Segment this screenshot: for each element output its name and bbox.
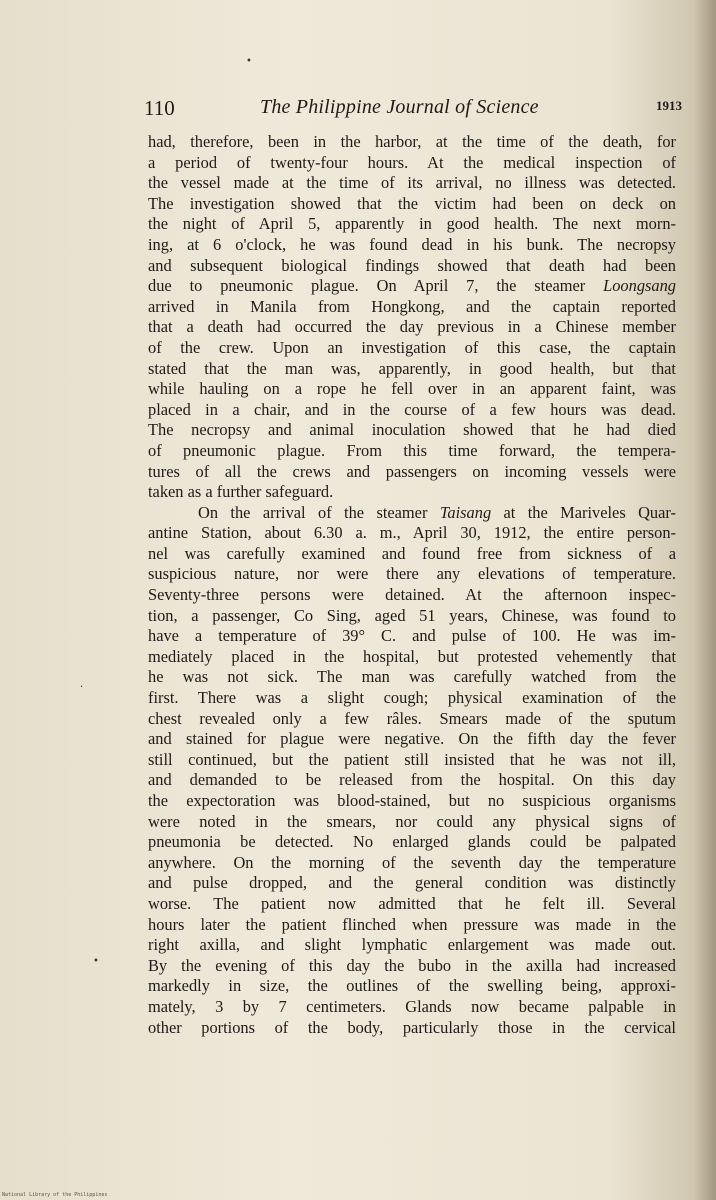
text-line: of pneumonic plague. From this time forward, the tempera- — [148, 440, 676, 460]
text-line: taken as a further safeguard. — [148, 482, 334, 502]
text-line: The necropsy and animal inoculation showed that he had died — [148, 420, 676, 440]
text-line: placed in a chair, and in the course of a few hours was dead. — [148, 399, 676, 419]
running-header — [144, 96, 682, 124]
text-line: due to pneumonic plague. On April 7, the steamer Loongsang — [148, 276, 676, 296]
text-line: By the evening of this day the bubo in the axilla had increased — [148, 955, 676, 975]
text-line: nel was carefully examined and found free from sickness of a — [148, 543, 676, 563]
text-line: and pulse dropped, and the general condition was distinctly — [148, 873, 676, 893]
text-line: and demanded to be released from the hospital. On this day — [148, 770, 676, 790]
text-line: first. There was a slight cough; physical examination of the — [148, 688, 676, 708]
text-line: The investigation showed that the victim had been on deck on — [148, 193, 676, 213]
page-number: 110 — [144, 96, 175, 120]
text-line: he was not sick. The man was carefully watched from the — [148, 667, 676, 687]
text-line: and subsequent biological findings showed that death had been — [148, 255, 676, 275]
ink-speck: • — [93, 956, 99, 967]
text-line: the expectoration was blood-stained, but no suspicious organisms — [148, 791, 676, 810]
text-line: the vessel made at the time of its arrival, no illness was detected. — [148, 173, 676, 193]
text-line: suspicious nature, nor were there any elevations of temperature. — [148, 564, 676, 584]
text-line: markedly in size, the outlines of the swelling being, approxi- — [148, 976, 676, 996]
text-line: On the arrival of the steamer Taisang at the Mariveles Quar- — [198, 502, 676, 522]
text-line: still continued, but the patient still insisted that he was not ill, — [148, 749, 676, 769]
journal-title: The Philippine Journal of Science — [260, 96, 539, 118]
text-line: arrived in Manila from Hongkong, and the captain reported — [148, 296, 676, 316]
page-edge-shadow — [694, 0, 716, 1200]
text-line: anywhere. On the morning of the seventh day the temperature — [148, 852, 676, 872]
text-line: have a temperature of 39° C. and pulse of 100. He was im- — [148, 626, 676, 646]
text-line: a period of twenty-four hours. At the medical inspection of — [148, 152, 676, 172]
ink-speck: · — [80, 682, 84, 693]
text-line: that a death had occurred the day previous in a Chinese member — [148, 317, 676, 337]
text-line: Seventy-three persons were detained. At the afternoon inspec- — [148, 585, 676, 605]
text-line: chest revealed only a few râles. Smears made of the sputum — [148, 708, 676, 728]
text-line: tion, a passenger, Co Sing, aged 51 years, Chinese, was found to — [148, 605, 676, 625]
text-line: stated that the man was, apparently, in good health, but that — [148, 358, 676, 378]
text-line: mately, 3 by 7 centimeters. Glands now became palpable in — [148, 996, 676, 1016]
text-line: ing, at 6 o'clock, he was found dead in his bunk. The necropsy — [148, 234, 676, 254]
text-line: and stained for plague were negative. On the fifth day the fever — [148, 729, 676, 749]
text-line: tures of all the crews and passengers on incoming vessels were — [148, 461, 676, 481]
ink-speck: • — [246, 56, 252, 67]
text-line: hours later the patient flinched when pressure was made in the — [148, 914, 676, 934]
body-text — [148, 132, 676, 1038]
text-line: were noted in the smears, nor could any physical signs of — [148, 811, 676, 831]
header-year: 1913 — [656, 98, 682, 113]
text-line: antine Station, about 6.30 a. m., April 30, 1912, the entire person- — [148, 523, 676, 543]
text-line: other portions of the body, particularly those in the cervical — [148, 1017, 676, 1037]
text-line: pneumonia be detected. No enlarged glands could be palpated — [148, 832, 676, 852]
text-line: had, therefore, been in the harbor, at the time of the death, for — [148, 132, 676, 151]
scan-footer: National Library of the Philippines — [2, 1192, 108, 1198]
text-line: worse. The patient now admitted that he felt ill. Several — [148, 893, 676, 913]
text-line: right axilla, and slight lymphatic enlargement was made out. — [148, 935, 676, 955]
text-line: while hauling on a rope he fell over in an apparent faint, was — [148, 379, 676, 399]
text-line: of the crew. Upon an investigation of this case, the captain — [148, 337, 676, 357]
text-line: the night of April 5, apparently in good health. The next morn- — [148, 214, 676, 234]
text-line: mediately placed in the hospital, but protested vehemently that — [148, 646, 676, 666]
